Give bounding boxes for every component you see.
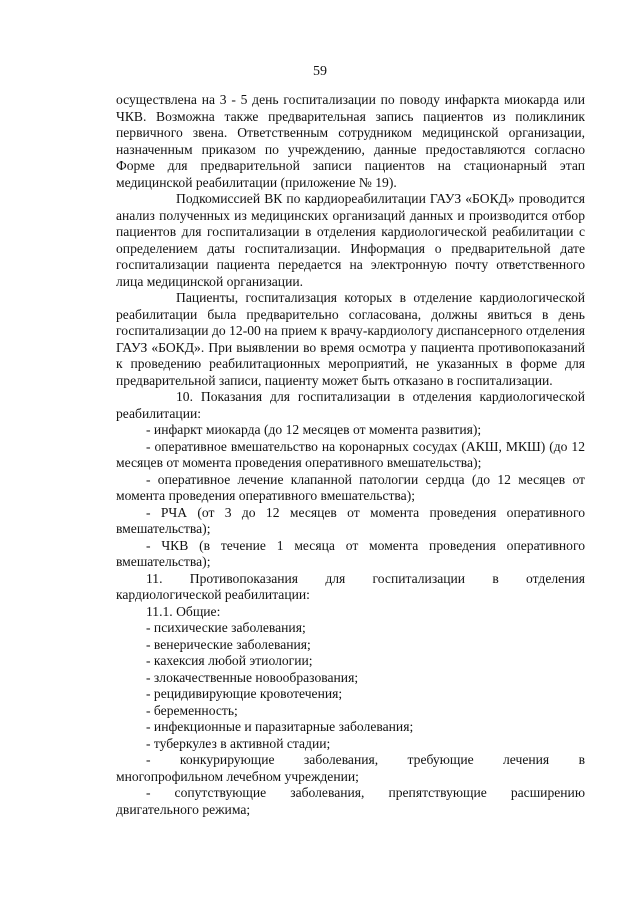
general-contraindication-item: - туберкулез в активной стадии; bbox=[146, 735, 331, 751]
document-body bbox=[116, 92, 585, 818]
contraindications-heading-line1: 11. Противопоказания для госпитализации в отделения bbox=[146, 570, 585, 586]
competing-diseases-line2: многопрофильном лечебном учреждении; bbox=[116, 768, 359, 784]
general-contraindication-item: - беременность; bbox=[146, 702, 238, 718]
general-contraindications-heading: 11.1. Общие: bbox=[146, 603, 221, 619]
indication-item: - инфаркт миокарда (до 12 месяцев от момента развития); bbox=[146, 422, 482, 437]
contraindications-heading bbox=[116, 571, 585, 604]
paragraph-referral: осуществлена на 3 - 5 день госпитализации по поводу инфаркта миокарда или ЧКВ. Возможна также предварительная запись пациентов из поликлиник первичного звена. Ответственным сотрудником медицинской организации, назначенным приказом по учреждению, данные предоставляются согласно Форме для предварительной записи пациентов на стационарный этап медицинской реабилитации (приложение № 19). bbox=[116, 92, 585, 190]
concomitant-diseases-item bbox=[116, 785, 585, 818]
indication-item: - РЧА (от 3 до 12 месяцев от момента проведения оперативного вмешательства); bbox=[116, 504, 585, 536]
indication-item: - ЧКВ (в течение 1 месяца от момента проведения оперативного вмешательства); bbox=[116, 537, 585, 569]
page-number: 59 bbox=[313, 64, 327, 79]
concomitant-diseases-line2: двигательного режима; bbox=[116, 801, 251, 817]
concomitant-diseases-line1: - сопутствующие заболевания, препятствующие расширению bbox=[146, 785, 585, 800]
general-contraindication-item: - рецидивирующие кровотечения; bbox=[146, 686, 343, 701]
general-contraindication-item: - психические заболевания; bbox=[146, 620, 306, 635]
competing-diseases-line1: - конкурирующие заболевания, требующие лечения в bbox=[146, 752, 585, 767]
general-contraindication-item: - злокачественные новообразования; bbox=[146, 669, 359, 685]
paragraph-subcommission: Подкомиссией ВК по кардиореабилитации ГАУЗ «БОКД» проводится анализ полученных из медицинских организаций данных и производится отбор пациентов для госпитализации в отделения кардиологической реабилитации с определением даты госпитализации. Информация о предварительной дате госпитализации пациента передается на электронную почту ответственного лица медицинской организации. bbox=[116, 191, 585, 289]
competing-diseases-item bbox=[116, 752, 585, 785]
paragraph-patients-arrival: Пациенты, госпитализация которых в отделение кардиологической реабилитации была предварительно согласована, должны явиться в день госпитализации до 12-00 на прием к врачу-кардиологу диспансерного отделения ГАУЗ «БОКД». При выявлении во время осмотра у пациента противопоказаний к проведению реабилитационных мероприятий, не указанных в форме для предварительной записи, пациенту может быть отказано в госпитализации. bbox=[116, 290, 585, 388]
general-contraindication-item: - кахексия любой этиологии; bbox=[146, 653, 313, 668]
indication-item: - оперативное лечение клапанной патологии сердца (до 12 месяцев от момента проведения оперативного вмешательства); bbox=[116, 471, 585, 503]
general-contraindication-item: - венерические заболевания; bbox=[146, 636, 311, 652]
indication-item: - оперативное вмешательство на коронарных сосудах (АКШ, МКШ) (до 12 месяцев от момента проведения оперативного вмешательства); bbox=[116, 438, 585, 470]
contraindications-heading-line2: кардиологической реабилитации: bbox=[116, 587, 310, 602]
paragraph-indications-heading: 10. Показания для госпитализации в отделения кардиологической реабилитации: bbox=[116, 389, 585, 421]
general-contraindication-item: - инфекционные и паразитарные заболевания; bbox=[146, 719, 414, 734]
